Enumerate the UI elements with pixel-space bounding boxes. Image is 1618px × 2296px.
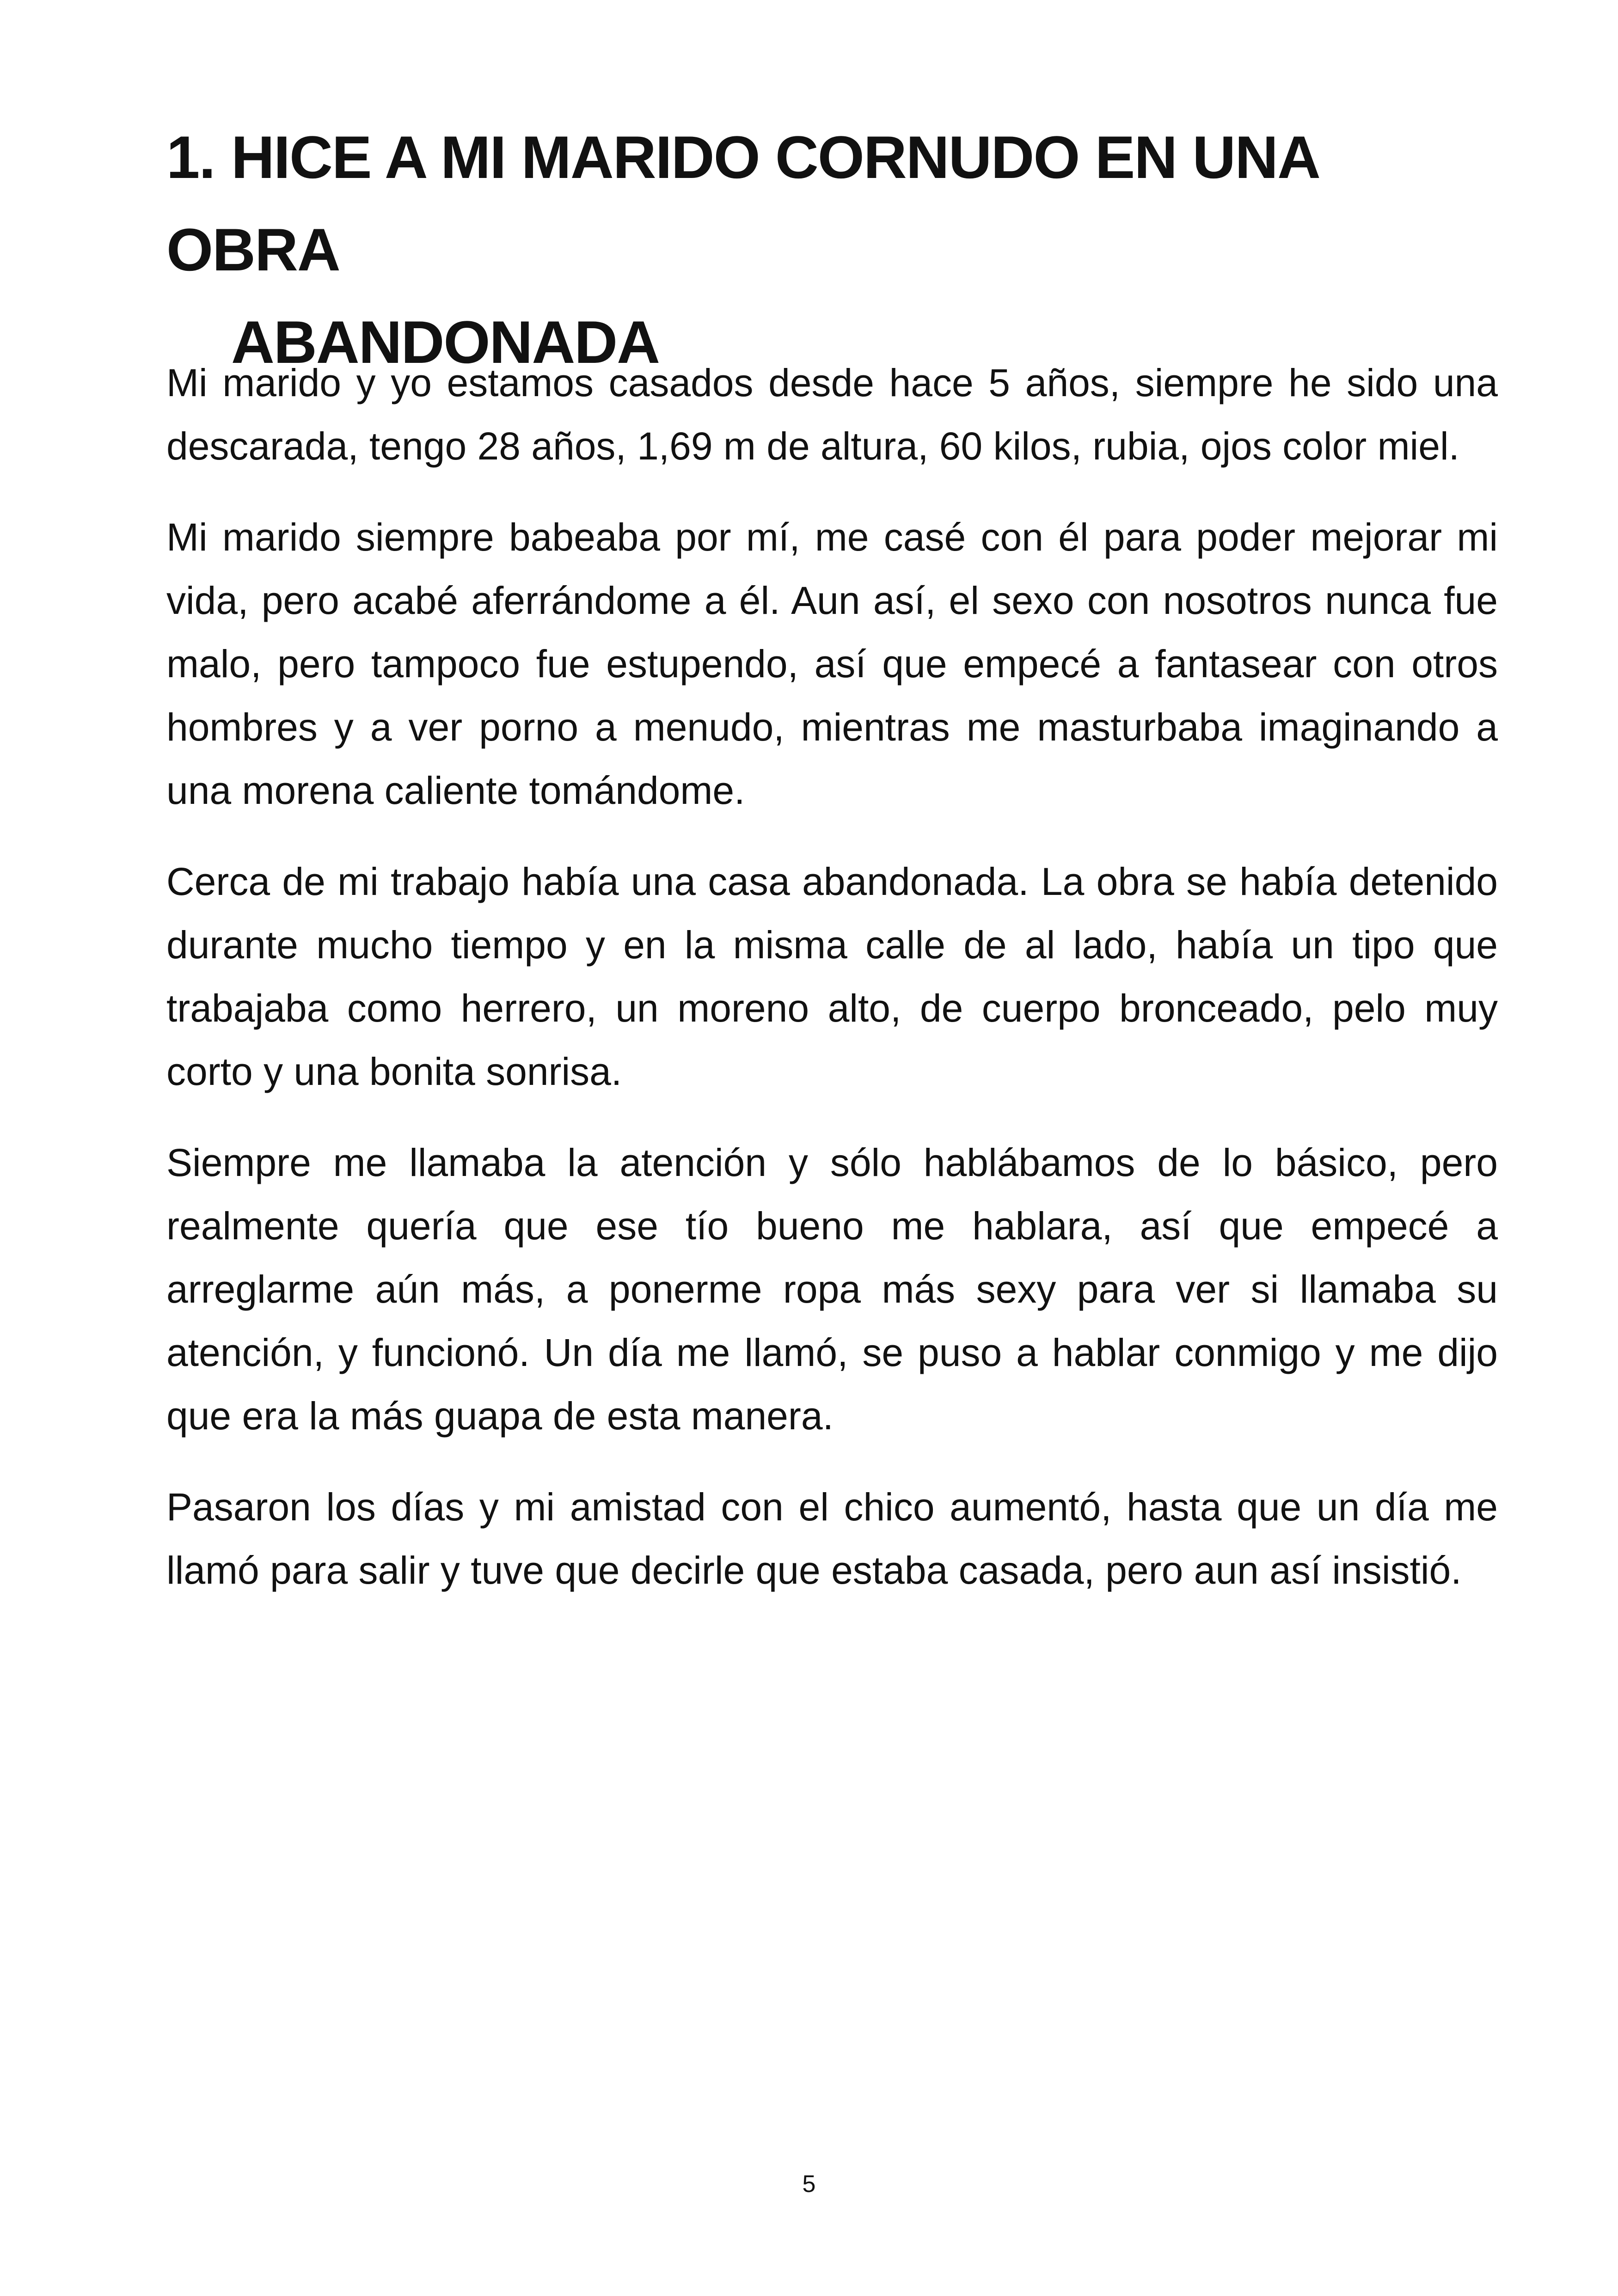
page-number: 5 — [802, 2171, 816, 2198]
chapter-title-line-1: HICE A MI MARIDO CORNUDO EN UNA OBRA — [166, 123, 1318, 283]
paragraph-4: Siempre me llamaba la atención y sólo hablábamos de lo básico, pero realmente quería que ese tío bueno me hablara, así que empecé a arreglarme aún más, a ponerme ropa más sexy para ver si llamaba su atención, y funcionó. Un día me llamó, se puso a hablar conmigo y me dijo que era la más guapa de esta manera. — [166, 1141, 1498, 1438]
paragraph-2: Mi marido siempre babeaba por mí, me casé con él para poder mejorar mi vida, pero acabé aferrándome a él. Aun así, el sexo con nosotros nunca fue malo, pero tampoco fue estupendo, así que empecé a fantasear con otros hombres y a ver porno a menudo, mientras me masturbaba imaginando a una morena caliente tomándome. — [166, 515, 1498, 812]
paragraph-5: Pasaron los días y mi amistad con el chico aumentó, hasta que un día me llamó para salir y tuve que decirle que estaba casada, pero aun así insistió. — [166, 1485, 1498, 1592]
chapter-number: 1. — [166, 123, 215, 191]
paragraph-1: Mi marido y yo estamos casados desde hace 5 años, siempre he sido una descarada, tengo 28 años, 1,69 m de altura, 60 kilos, rubia, ojos color miel. — [166, 361, 1498, 468]
chapter-title — [166, 111, 1498, 388]
body-text — [166, 351, 1498, 1949]
paragraph-3: Cerca de mi trabajo había una casa abandonada. La obra se había detenido durante mucho tiempo y en la misma calle de al lado, había un tipo que trabajaba como herrero, un moreno alto, de cuerpo bronceado, pelo muy corto y una bonita sonrisa. — [166, 860, 1498, 1093]
paragraph-6-withheld — [166, 1630, 1498, 1949]
chapter-title-line-2: ABANDONADA — [231, 308, 660, 376]
